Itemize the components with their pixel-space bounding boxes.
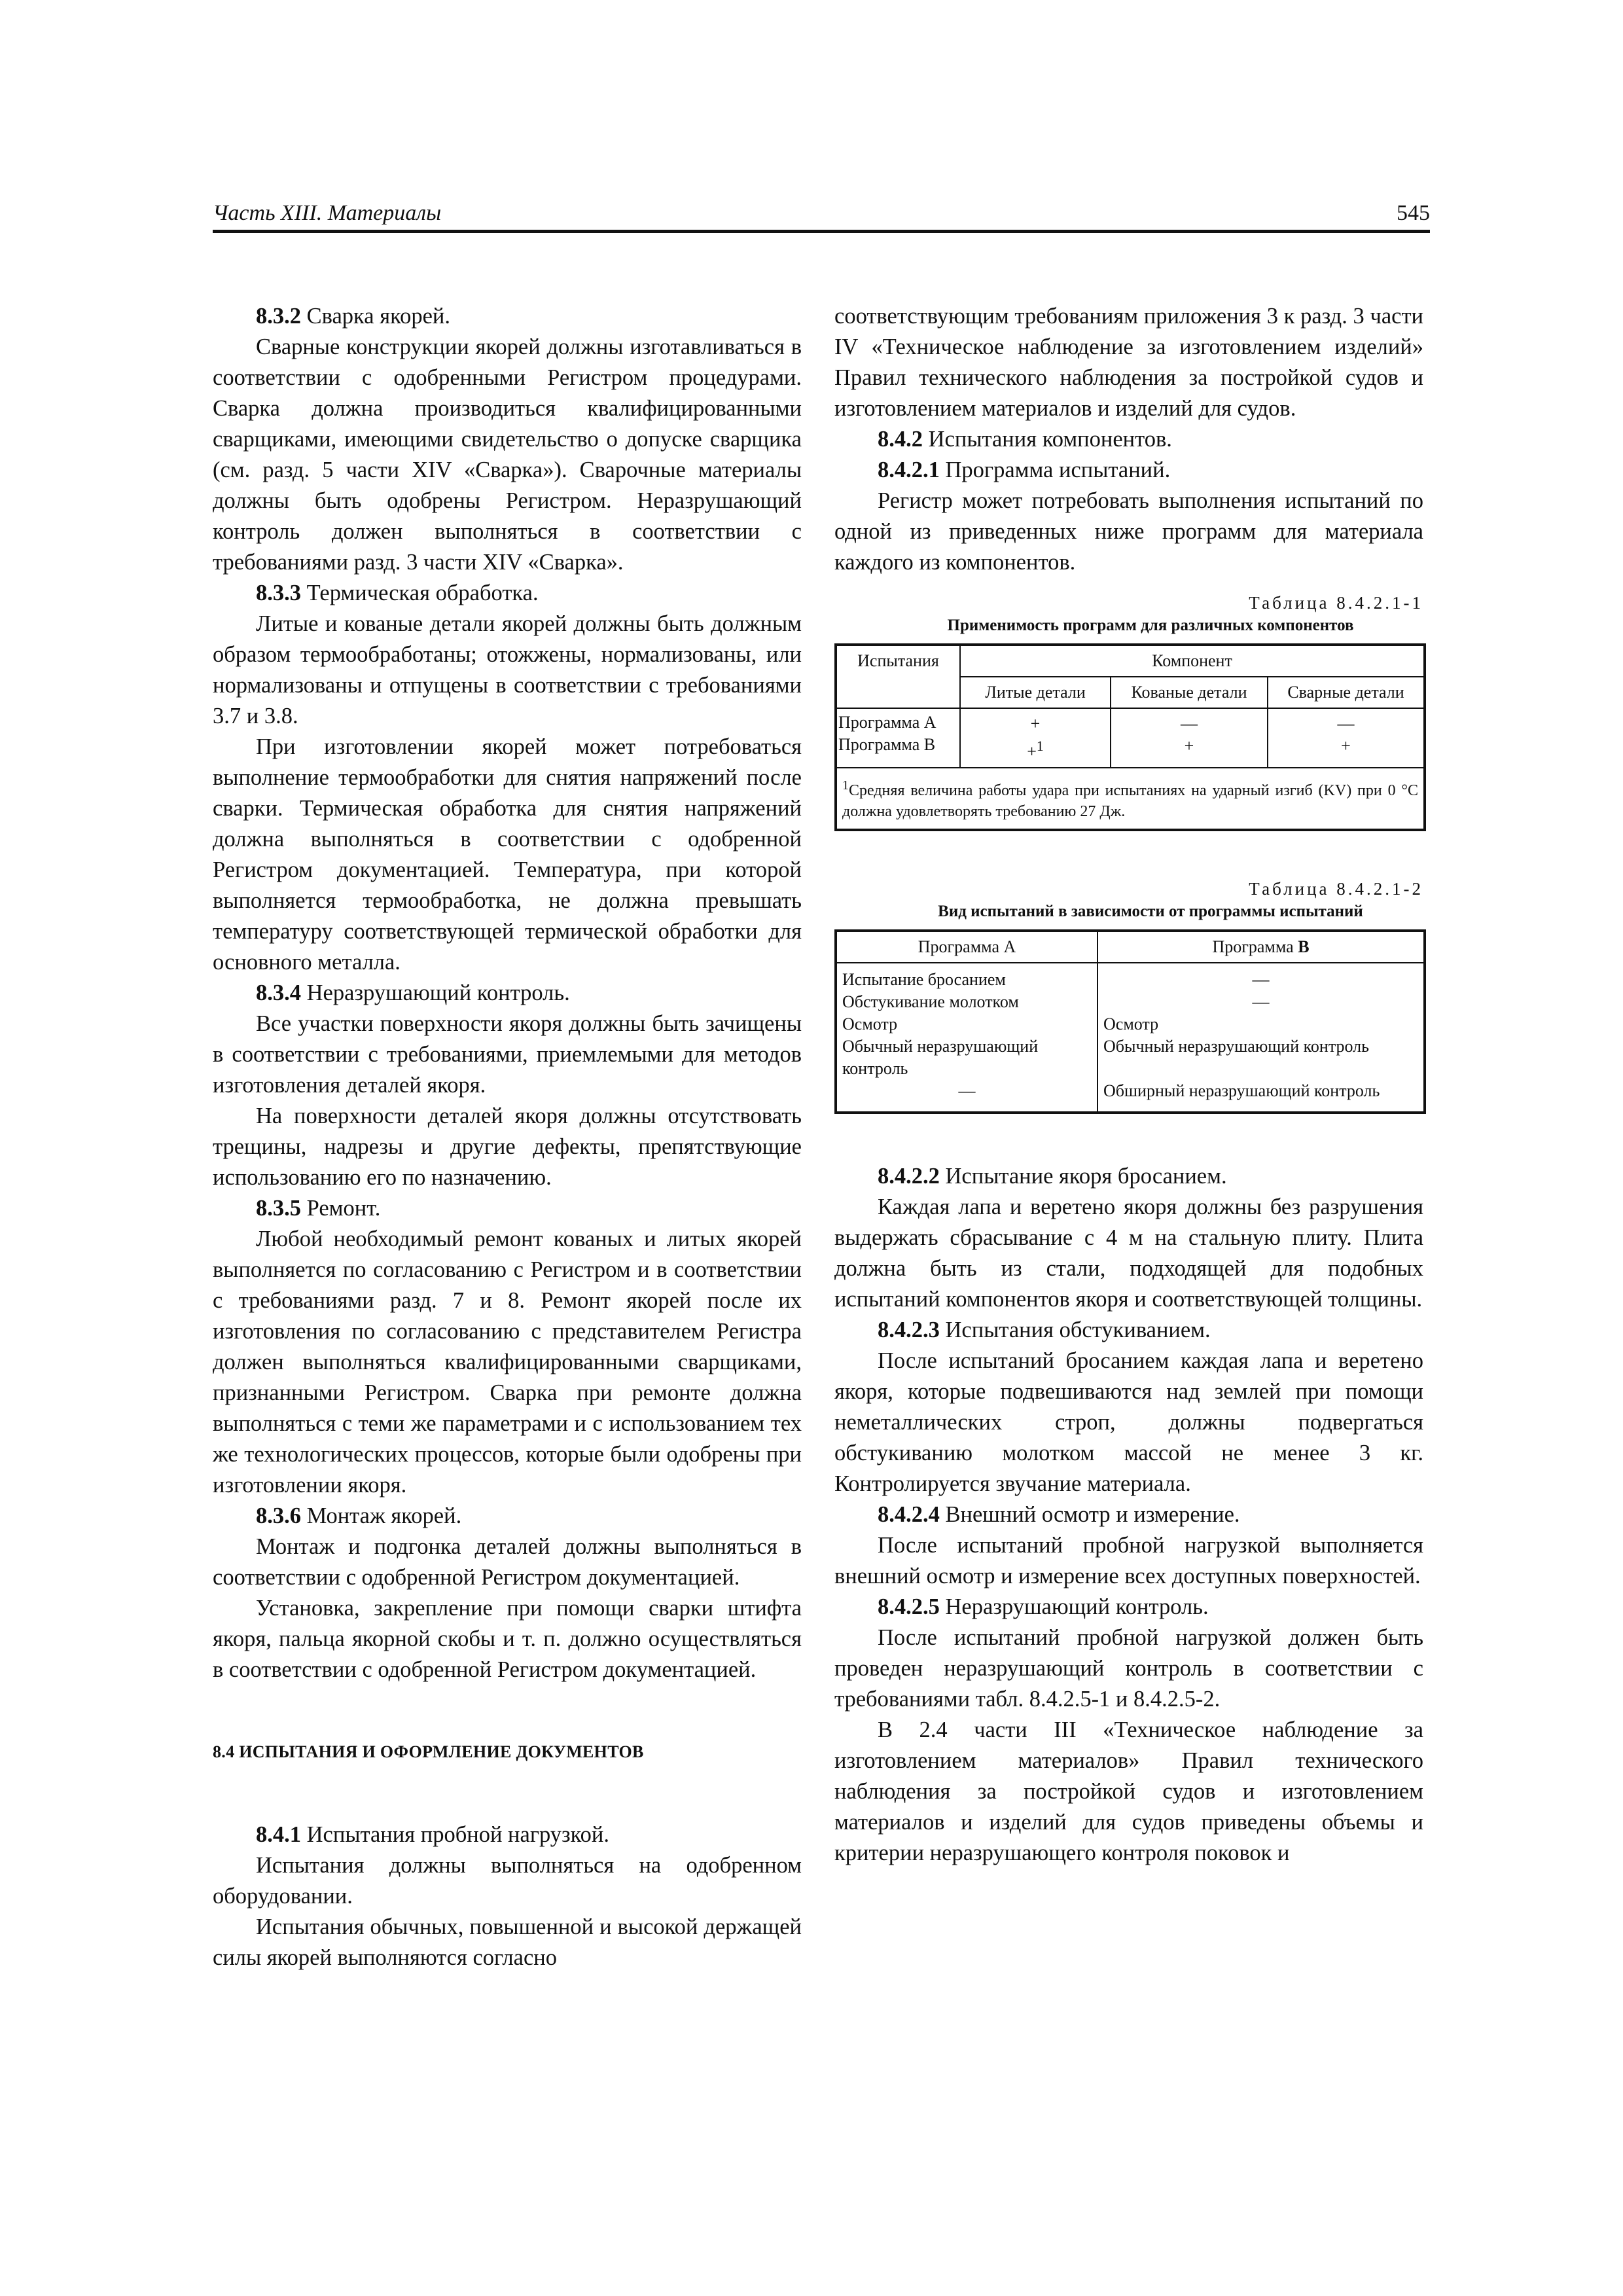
table-test-types [834, 929, 1426, 1114]
cell-a-ndt: Обычный неразрушающий контроль [842, 1036, 1039, 1078]
heading-8-4-2-5: 8.4.2.5 Неразрушающий контроль. [878, 1594, 1209, 1619]
page-number: 545 [1397, 201, 1430, 225]
heading-8-3-3: 8.3.3 Термическая обработка. [256, 581, 539, 605]
paragraph: Все участки поверхности якоря должны быть зачищены в соответствии с требованиями, приемлемыми для методов изготовления деталей якоря. [213, 1011, 802, 1098]
paragraph: В 2.4 части III «Техническое наблюдение за изготовлением материалов» Правил технического наблюдения за постройкой судов и изготовлением материалов и изделий для судов приведены объемы и критерии неразрушающего контроля поковок и [834, 1717, 1423, 1865]
heading-8-4-2-1: 8.4.2.1 Программа испытаний. [878, 457, 1171, 482]
heading-8-4-2-3: 8.4.2.3 Испытания обстукиванием. [878, 1317, 1211, 1342]
heading-8-3-2: 8.3.2 Сварка якорей. [256, 304, 450, 329]
table-program-applicability [834, 643, 1426, 831]
running-title: Часть XIII. Материалы [213, 201, 442, 225]
paragraph: Испытания обычных, повышенной и высокой держащей силы якорей выполняются согласно [213, 1914, 802, 1970]
heading-8-3-5: 8.3.5 Ремонт. [256, 1196, 381, 1221]
paragraph: После испытаний пробной нагрузкой должен быть проведен неразрушающий контроль в соответствии с требованиями табл. 8.4.2.5-1 и 8.4.2.5-2. [834, 1624, 1423, 1712]
heading-8-4-2: 8.4.2 Испытания компонентов. [878, 427, 1172, 452]
cell-b-cast: +$^1$ [1027, 738, 1044, 761]
header-program-b: Программа В [1097, 931, 1425, 963]
cell-b-welded: + [1341, 736, 1351, 755]
heading-8-4-1: 8.4.1 Испытания пробной нагрузкой. [256, 1822, 609, 1847]
table-1-title: Применимость программ для различных компонентов [947, 617, 1354, 634]
cell-a-empty: — [958, 1081, 976, 1100]
cell-b-extensive-ndt: Обширный неразрушающий контроль [1103, 1081, 1380, 1100]
paragraph: При изготовлении якорей может потребоваться выполнение термообработки для снятия напряжений после сварки. Термическая обработка для снятия напряжений должна выполняться в соответствии с одобренной Регистром документацией. Температура, при которой выполняется термообработка, не должна превышать температуру соответствующей термической обработки для основного металла. [213, 734, 802, 975]
table-row [836, 963, 1425, 1113]
row-program-a: Программа А [838, 713, 936, 732]
cell-a-drop-test: Испытание бросанием [842, 969, 1006, 989]
paragraph: соответствующим требованиям приложения 3 к разд. 3 части IV «Техническое наблюдение за изготовлением изделий» Правил технического наблюдения за постройкой судов и изготовлением материалов и изделий для судов. [834, 304, 1423, 421]
paragraph: Сварные конструкции якорей должны изготавливаться в соответствии с одобренными Регистром процедурами. Сварка должна производиться квалифицированными сварщиками, имеющими свидетельство о допуске сварщика (см. разд. 5 части XIV «Сварка»). Сварочные материалы должны быть одобрены Регистром. Неразрушающий контроль должен выполняться в соответствии с требованиями разд. 3 части XIV «Сварка». [213, 334, 802, 575]
table-row [836, 708, 1425, 768]
table-2-title: Вид испытаний в зависимости от программы испытаний [938, 902, 1363, 920]
section-heading-8-4: 8.4 ИСПЫТАНИЯ И ОФОРМЛЕНИЕ ДОКУМЕНТОВ [213, 1742, 644, 1761]
cell-b-ndt: Обычный неразрушающий контроль [1103, 1036, 1369, 1056]
left-column [213, 301, 802, 1973]
paragraph: Монтаж и подгонка деталей должны выполняться в соответствии с одобренной Регистром документацией. [213, 1534, 802, 1590]
cell-b-drop-test: — [1252, 969, 1270, 989]
cell-a-welded: — [1337, 714, 1355, 733]
page-header [213, 196, 1430, 233]
heading-8-4-2-2: 8.4.2.2 Испытание якоря бросанием. [878, 1163, 1227, 1189]
cell-b-forged: + [1184, 736, 1194, 755]
header-tests: Испытания [836, 645, 960, 708]
heading-8-3-6: 8.3.6 Монтаж якорей. [256, 1503, 462, 1528]
paragraph: Каждая лапа и веретено якоря должны без разрушения выдержать сбрасывание с 4 м на стальную плиту. Плита должна быть из стали, подходящей для подобных испытаний компонентов якоря и соответствующей толщины. [834, 1194, 1423, 1312]
table-1-label: Таблица 8.4.2.1-1 [1249, 593, 1423, 613]
header-program-a: Программа А [836, 931, 1097, 963]
paragraph: Испытания должны выполняться на одобренном оборудовании. [213, 1853, 802, 1909]
paragraph: Регистр может потребовать выполнения испытаний по одной из приведенных ниже программ для материала каждого из компонентов. [834, 488, 1423, 575]
table-1-footnote: $^1$Средняя величина работы удара при испытаниях на ударный изгиб (KV) при 0 °С должна удовлетворять требованию 27 Дж. [836, 768, 1425, 830]
header-welded: Сварные детали [1268, 677, 1425, 708]
paragraph: На поверхности деталей якоря должны отсутствовать трещины, надрезы и другие дефекты, препятствующие использованию его по назначению. [213, 1103, 802, 1190]
cell-b-inspection: Осмотр [1103, 1014, 1159, 1033]
cell-a-forged: — [1181, 714, 1198, 733]
paragraph: После испытаний пробной нагрузкой выполняется внешний осмотр и измерение всех доступных поверхностей. [834, 1532, 1423, 1588]
paragraph: После испытаний бросанием каждая лапа и веретено якоря, которые подвешиваются над землей при помощи неметаллических строп, должны подвергаться обстукиванию молотком массой не менее 3 кг. Контролируется звучание материала. [834, 1348, 1423, 1496]
header-forged: Кованые детали [1111, 677, 1268, 708]
cell-a-cast: + [1030, 714, 1041, 733]
cell-a-inspection: Осмотр [842, 1014, 898, 1033]
cell-b-hammer-test: — [1252, 992, 1270, 1011]
paragraph: Любой необходимый ремонт кованых и литых якорей выполняется по согласованию с Регистром и в соответствии с требованиями разд. 7 и 8. Ремонт якорей после их изготовления по согласованию с представителем Регистра должен выполняться квалифицированными сварщиками, признанными Регистром. Сварка при ремонте должна выполняться с теми же параметрами и с использованием тех же технологических процессов, которые были одобрены при изготовлении якоря. [213, 1227, 802, 1498]
paragraph: Литые и кованые детали якорей должны быть должным образом термообработаны; отожжены, нормализованы, или нормализованы и отпущены в соответствии с требованиями 3.7 и 3.8. [213, 611, 802, 728]
header-component: Компонент [960, 645, 1425, 677]
heading-8-4-2-4: 8.4.2.4 Внешний осмотр и измерение. [878, 1501, 1240, 1527]
cell-a-hammer-test: Обстукивание молотком [842, 992, 1019, 1011]
right-column [834, 301, 1423, 1869]
table-2-label: Таблица 8.4.2.1-2 [1249, 878, 1423, 899]
header-cast: Литые детали [960, 677, 1111, 708]
paragraph: Установка, закрепление при помощи сварки штифта якоря, пальца якорной скобы и т. п. должно осуществляться в соответствии с одобренной Регистром документацией. [213, 1596, 802, 1682]
row-program-b: Программа В [838, 735, 936, 754]
heading-8-3-4: 8.3.4 Неразрушающий контроль. [256, 980, 570, 1005]
